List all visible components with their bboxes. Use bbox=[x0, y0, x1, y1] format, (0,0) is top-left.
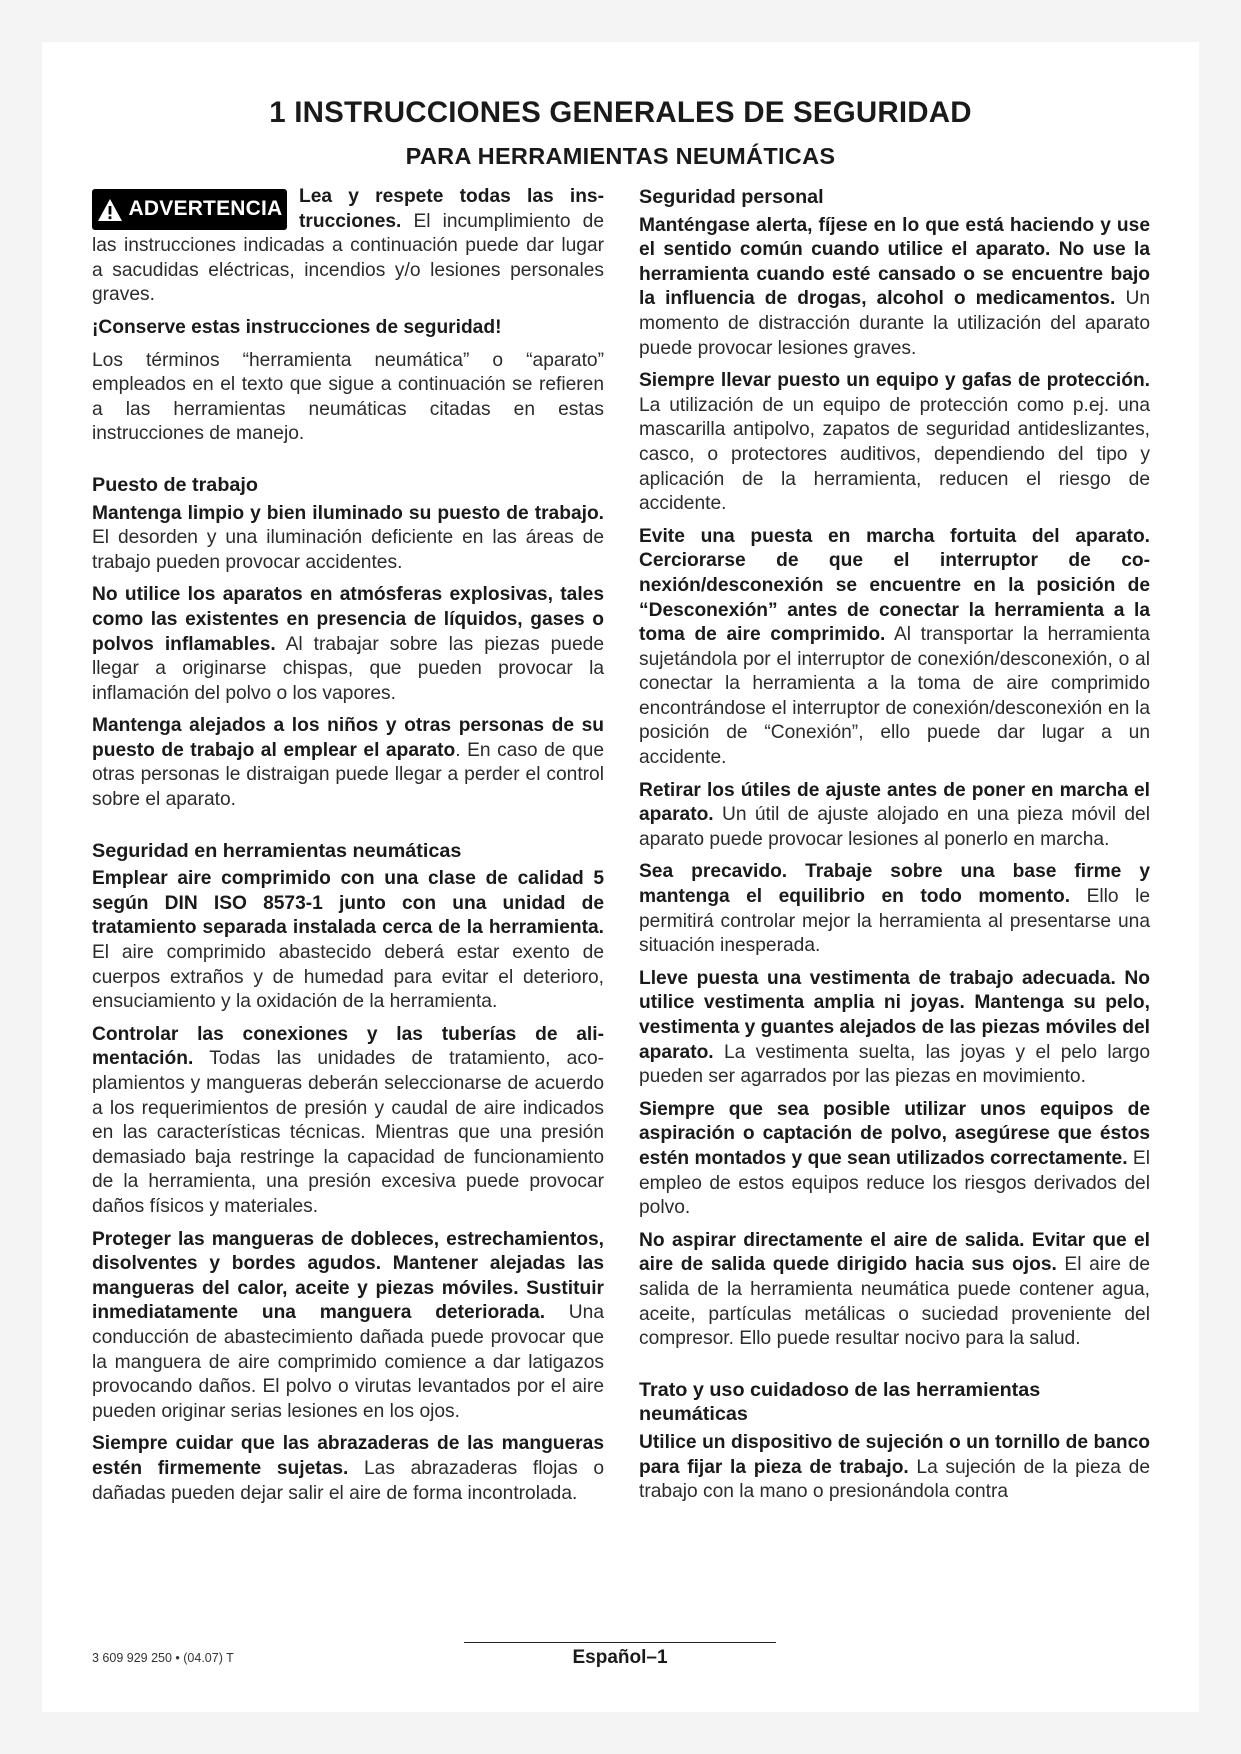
pneumatic-item bbox=[92, 1432, 604, 1506]
rule-bold: Evite una puesta en marcha fortuita del aparato. Cerciorarse de que el interruptor de conexión/desconexión se encuentre en la posición de “Desconexión” antes de conectar la herramienta a la toma de aire comprimido. bbox=[639, 525, 1150, 646]
section-heading-care: Trato y uso cuidadoso de las herramientas neumáticas bbox=[639, 1378, 1041, 1426]
rule-text: Las abrazaderas flojas o dañadas pueden dejar salir el aire de forma incontrolada. bbox=[92, 1457, 604, 1504]
warning-badge bbox=[92, 189, 287, 230]
rule-text: La vestimenta suelta, las joyas y el pelo largo pueden ser agarrados por las piezas en movimiento. bbox=[639, 1041, 1150, 1088]
workplace-item bbox=[92, 714, 604, 812]
rule-text: Al trabajar sobre las piezas puede llegar a originarse chispas, que pueden provocar la inflamación del polvo o los vapores. bbox=[92, 633, 604, 704]
rule-text: La utilización de un equipo de protección como p.ej. una mascarilla antipolvo, zapatos de seguridad antideslizantes, casco, o protectores auditivos, dependiendo del tipo y aplicación de la herramienta, reducen el riesgo de accidente. bbox=[639, 394, 1150, 515]
page-number: Español–1 bbox=[572, 1647, 668, 1668]
rule-bold: Emplear aire comprimido con una clase de calidad 5 según DIN ISO 8573-1 junto con una unidad de tratamiento separada instalada cerca de la herramienta. bbox=[92, 868, 604, 939]
rule-text: Un momento de distracción durante la utilización del aparato puede provocar lesiones graves. bbox=[639, 288, 1150, 359]
rule-text: Ello le permitirá controlar mejor la herramienta al presentarse una situación inesperada. bbox=[639, 886, 1150, 957]
rule-bold: Sea precavido. Trabaje sobre una base firme y mantenga el equilibrio en todo momento. bbox=[639, 861, 1150, 908]
rule-text: El desorden y una iluminación deficiente en las áreas de trabajo pueden provocar accidentes. bbox=[92, 527, 604, 573]
rule-text: El empleo de estos equipos reduce los riesgos derivados del polvo. bbox=[639, 1147, 1150, 1219]
section-heading-pneumatic: Seguridad en herramientas neumáticas bbox=[92, 839, 462, 862]
terms-paragraph: Los términos “herramienta neumática” o “aparato” empleados en el texto que sigue a continuación se refieren a las herramientas neumáticas citadas en estas instrucciones de manejo. bbox=[92, 349, 604, 445]
page-subtitle: PARA HERRAMIENTAS NEUMÁTICAS bbox=[405, 143, 836, 169]
rule-bold: Proteger las mangueras de dobleces, estrechamientos, disolventes y bordes agudos. Mantener alejadas las mangueras del calor, aceite y piezas móviles. Sustituir inmediatamente una manguera deteriorada. bbox=[92, 1228, 604, 1324]
page-title: 1 INSTRUCCIONES GENERALES DE SEGURIDAD bbox=[269, 96, 972, 129]
rule-bold: No aspirar directamente el aire de salida. Evitar que el aire de salida quede dirigido hacia sus ojos. bbox=[639, 1229, 1150, 1276]
personal-item bbox=[639, 967, 1150, 1090]
workplace-item bbox=[92, 583, 604, 706]
section-heading-personal: Seguridad personal bbox=[639, 186, 824, 208]
warning-badge-label: ADVERTENCIA bbox=[128, 197, 283, 221]
pneumatic-item bbox=[92, 1023, 604, 1220]
care-item bbox=[639, 1431, 1150, 1505]
personal-item bbox=[639, 779, 1150, 853]
rule-text: Todas las unidades de tratamiento, acoplamientos y mangueras deberán seleccionarse de acuerdo a los requerimientos de presión y caudal de aire indicados en las características técnicas. Mientras que una presión demasiado baja restringe la capacidad de funcionamiento de la herramienta, una presión excesiva puede provocar daños físicos y materiales. bbox=[92, 1048, 604, 1217]
rule-bold: Siempre que sea posible utilizar unos equipos de aspiración o captación de polvo, asegúrese que éstos estén montados y que sean utilizados correctamente. bbox=[639, 1098, 1150, 1169]
pneumatic-item bbox=[92, 867, 604, 1015]
warning-text: El incumplimiento de las instrucciones indicadas a continuación puede dar lugar a sacudidas eléctricas, incendios y/o lesiones personales graves. bbox=[92, 210, 604, 306]
rule-bold: Retirar los útiles de ajuste antes de poner en marcha el aparato. bbox=[639, 779, 1150, 826]
footer-rule bbox=[464, 1642, 776, 1643]
document-code: 3 609 929 250 • (04.07) T bbox=[92, 1651, 234, 1665]
personal-item bbox=[639, 860, 1150, 958]
warning-lead: Lea y respete todas las instrucciones. bbox=[299, 186, 604, 232]
rule-bold: Mantenga alejados a los niños y otras personas de su puesto de trabajo al emplear el aparato bbox=[92, 715, 604, 761]
personal-item bbox=[639, 214, 1150, 362]
conserve-note: ¡Conserve estas instrucciones de seguridad! bbox=[92, 316, 502, 338]
section-heading-workplace: Puesto de trabajo bbox=[92, 473, 258, 496]
rule-bold: Siempre cuidar que las abrazaderas de las mangueras estén firmemente sujetas. bbox=[92, 1433, 604, 1479]
rule-text: La sujeción de la pieza de trabajo con la mano o presionándola contra bbox=[639, 1456, 1150, 1503]
rule-text: Un útil de ajuste alojado en una pieza móvil del aparato puede provocar lesiones al ponerlo en marcha. bbox=[639, 804, 1150, 850]
rule-text: El aire de salida de la herramienta neumática puede contener agua, aceite, partículas metálicas o suciedad proveniente del compresor. Ello puede resultar nocivo para la salud. bbox=[639, 1254, 1151, 1350]
right-column bbox=[639, 185, 1150, 1513]
rule-bold: Manténgase alerta, fíjese en lo que está haciendo y use el sentido común cuando utilice el aparato. No use la herramienta cuando esté cansado o se encuentre bajo la influencia de drogas, alcohol o medicamentos. bbox=[639, 214, 1150, 310]
rule-bold: No utilice los aparatos en atmósferas explosivas, tales como las existentes en presencia de líquidos, gases o polvos inflamables. bbox=[92, 584, 604, 655]
pneumatic-item bbox=[92, 1228, 604, 1425]
rule-bold: Lleve puesta una vestimenta de trabajo adecuada. No utilice vestimenta amplia ni joyas. Mantenga su pelo, vestimenta y guantes alejados de las piezas móviles del aparato. bbox=[639, 967, 1150, 1063]
rule-text: . En caso de que otras personas le distraigan puede llegar a perder el control sobre el aparato. bbox=[92, 739, 604, 811]
rule-bold: Controlar las conexiones y las tuberías de alimentación. bbox=[92, 1023, 604, 1070]
warning-paragraph bbox=[92, 185, 604, 308]
workplace-item bbox=[92, 502, 604, 576]
left-column bbox=[92, 185, 604, 1514]
personal-item bbox=[639, 525, 1150, 771]
rule-bold: Utilice un dispositivo de sujeción o un tornillo de banco para fijar la pieza de trabajo. bbox=[639, 1431, 1150, 1478]
personal-item bbox=[639, 1229, 1150, 1352]
rule-bold: Mantenga limpio y bien iluminado su puesto de trabajo. bbox=[92, 502, 604, 524]
personal-item bbox=[639, 1098, 1150, 1221]
rule-text: El aire comprimido abastecido deberá estar exento de cuerpos extraños y de humedad para evitar el deterioro, ensuciamiento y la oxidación de la herramienta. bbox=[92, 942, 604, 1013]
personal-item bbox=[639, 369, 1150, 517]
rule-text: Al transportar la herramienta sujetándola por el interruptor de conexión/desconexión, o al conectar la herramienta a la toma de aire comprimido encontrándose el interruptor de conexión/desconexión en la posición de “Conexión”, ello puede dar lugar a un accidente. bbox=[639, 624, 1150, 769]
rule-text: Una conducción de abastecimiento dañada puede provocar que la manguera de aire comprimido comience a dar latigazos provocando daños. El polvo o virutas levantados por el aire pueden originar serias lesiones en los ojos. bbox=[92, 1302, 604, 1422]
rule-bold: Siempre llevar puesto un equipo y gafas de protección. bbox=[639, 370, 1150, 392]
warning-triangle-icon bbox=[97, 198, 123, 222]
